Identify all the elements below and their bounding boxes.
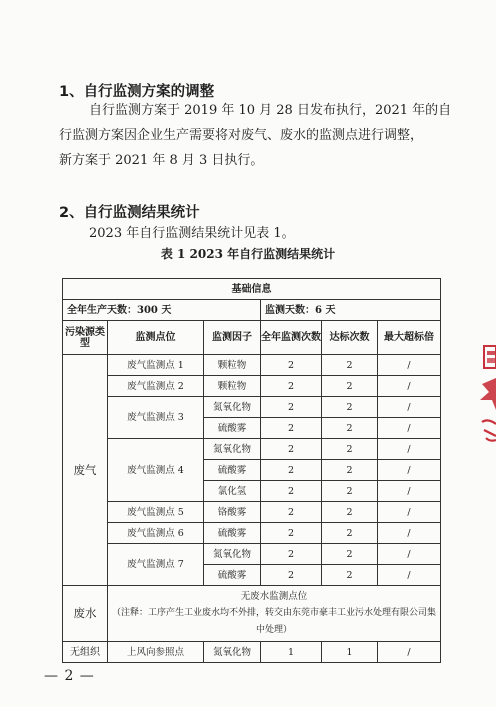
factor-cell: 硫酸雾 (204, 523, 261, 544)
pass-cell: 2 (322, 376, 378, 397)
table-caption: 表 1 2023 年自行监测结果统计 (160, 247, 336, 261)
max-cell: / (378, 418, 441, 439)
pass-cell: 2 (322, 544, 378, 565)
section-1-heading: 1、自行监测方案的调整 (59, 84, 215, 100)
max-cell: / (378, 397, 441, 418)
point-cell: 废气监测点 1 (108, 355, 204, 376)
factor-cell: 颗粒物 (204, 355, 261, 376)
factor-cell: 硫酸雾 (204, 460, 261, 481)
max-cell: / (378, 642, 441, 663)
section-1-line-3: 新方案于 2021 年 8 月 3 日执行。 (59, 153, 264, 168)
max-cell: / (378, 523, 441, 544)
factor-cell: 氯化氢 (204, 481, 261, 502)
category-fugitive: 无组织 (63, 642, 108, 663)
table-row (63, 523, 441, 544)
header-type: 污染源类型 (63, 321, 108, 355)
point-cell: 废气监测点 4 (108, 439, 204, 502)
times-cell: 2 (261, 439, 322, 460)
factor-cell: 铬酸雾 (204, 502, 261, 523)
pass-cell: 2 (322, 355, 378, 376)
section-1-line-1: 自行监测方案于 2019 年 10 月 28 日发布执行，2021 年的自 (89, 103, 452, 118)
header-times: 全年监测次数 (261, 321, 322, 355)
factor-cell: 氮氧化物 (204, 642, 261, 663)
section-1-line-2: 行监测方案因企业生产需要将对废气、废水的监测点进行调整， (59, 128, 424, 143)
table-row (63, 397, 441, 418)
factor-cell: 硫酸雾 (204, 418, 261, 439)
max-cell: / (378, 481, 441, 502)
page-number: — 2 — (44, 668, 95, 684)
times-cell: 2 (261, 397, 322, 418)
pass-cell: 2 (322, 481, 378, 502)
times-cell: 1 (261, 642, 322, 663)
max-cell: / (378, 439, 441, 460)
pass-cell: 2 (322, 418, 378, 439)
max-cell: / (378, 460, 441, 481)
times-cell: 2 (261, 565, 322, 586)
times-cell: 2 (261, 481, 322, 502)
pass-cell: 2 (322, 502, 378, 523)
monitoring-results-table (62, 278, 441, 663)
factor-cell: 硫酸雾 (204, 565, 261, 586)
point-cell: 废气监测点 2 (108, 376, 204, 397)
factor-cell: 氮氧化物 (204, 439, 261, 460)
header-point: 监测点位 (108, 321, 204, 355)
times-cell: 2 (261, 502, 322, 523)
point-cell: 废气监测点 7 (108, 544, 204, 586)
times-cell: 2 (261, 460, 322, 481)
table-row (63, 502, 441, 523)
production-days: 全年生产天数：300 天 (63, 300, 261, 321)
times-cell: 2 (261, 523, 322, 544)
times-cell: 2 (261, 544, 322, 565)
header-pass: 达标次数 (322, 321, 378, 355)
seal-stamp (478, 340, 496, 450)
pass-cell: 2 (322, 523, 378, 544)
category-gas: 废气 (63, 355, 108, 586)
factor-cell: 氮氧化物 (204, 397, 261, 418)
pass-cell: 2 (322, 439, 378, 460)
monitoring-days: 监测天数：6 天 (261, 300, 441, 321)
max-cell: / (378, 502, 441, 523)
table-row (63, 642, 441, 663)
times-cell: 2 (261, 418, 322, 439)
times-cell: 2 (261, 355, 322, 376)
times-cell: 2 (261, 376, 322, 397)
category-water: 废水 (63, 586, 108, 642)
water-note-cell (108, 586, 441, 642)
pass-cell: 2 (322, 397, 378, 418)
section-2-line-1: 2023 年自行监测结果统计见表 1。 (89, 226, 295, 241)
water-no-points: 无废水监测点位 (240, 591, 308, 602)
table-row (63, 439, 441, 460)
point-cell: 废气监测点 5 (108, 502, 204, 523)
table-row (63, 355, 441, 376)
point-cell: 上风向参照点 (108, 642, 204, 663)
point-cell: 废气监测点 6 (108, 523, 204, 544)
max-cell: / (378, 376, 441, 397)
max-cell: / (378, 544, 441, 565)
table-row (63, 376, 441, 397)
pass-cell: 1 (322, 642, 378, 663)
header-max: 最大超标倍 (378, 321, 441, 355)
max-cell: / (378, 355, 441, 376)
section-2-heading: 2、自行监测结果统计 (59, 205, 200, 221)
point-cell: 废气监测点 3 (108, 397, 204, 439)
factor-cell: 氮氧化物 (204, 544, 261, 565)
header-factor: 监测因子 (204, 321, 261, 355)
table-row (63, 544, 441, 565)
max-cell: / (378, 565, 441, 586)
water-annotation: （注释：工序产生工业废水均不外排，转交由东莞市豪丰工业污水处理有限公司集中处理） (112, 608, 437, 635)
factor-cell: 颗粒物 (204, 376, 261, 397)
pass-cell: 2 (322, 565, 378, 586)
table-row (63, 586, 441, 642)
basic-info-header: 基础信息 (63, 279, 441, 300)
pass-cell: 2 (322, 460, 378, 481)
